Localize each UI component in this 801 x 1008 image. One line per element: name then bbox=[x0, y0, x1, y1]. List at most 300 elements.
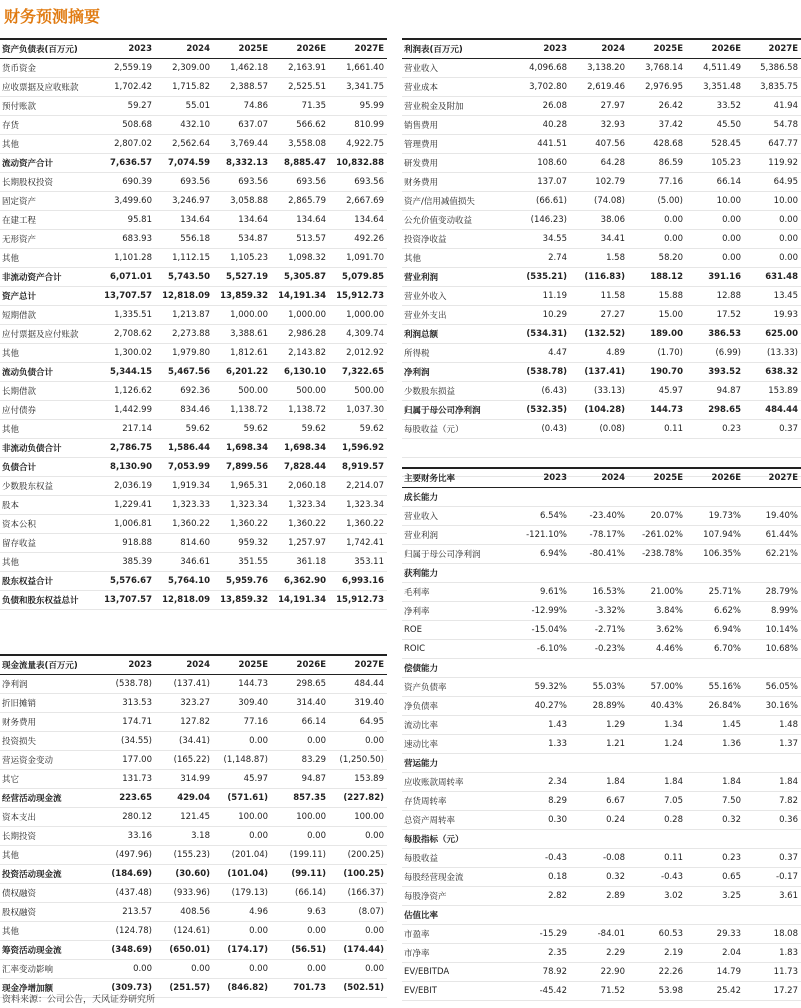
cell-value: 13,859.32 bbox=[213, 591, 271, 610]
cell-value: 1,323.34 bbox=[271, 496, 329, 515]
cell-value: 918.88 bbox=[97, 534, 155, 553]
cell-value: 189.00 bbox=[628, 325, 686, 344]
cell-value: 144.73 bbox=[628, 401, 686, 420]
cell-value: 137.07 bbox=[512, 173, 570, 192]
table-row bbox=[402, 59, 801, 78]
cell-value: 56.05% bbox=[744, 678, 801, 697]
cell-value: 2,976.95 bbox=[628, 78, 686, 97]
row-label: 债权融资 bbox=[0, 884, 97, 903]
table-row bbox=[402, 659, 801, 678]
cell-value: (571.61) bbox=[213, 789, 271, 808]
row-label: 每股收益 bbox=[402, 849, 512, 868]
cell-value: 144.73 bbox=[213, 675, 271, 694]
cell-value: 2,388.57 bbox=[213, 78, 271, 97]
cell-value: (535.21) bbox=[512, 268, 570, 287]
cell-value: 2,273.88 bbox=[155, 325, 213, 344]
cell-value: 323.27 bbox=[155, 694, 213, 713]
table-row bbox=[0, 960, 387, 979]
cell-value: 4.96 bbox=[213, 903, 271, 922]
row-label: 存货周转率 bbox=[402, 792, 512, 811]
cell-value: 2.29 bbox=[570, 944, 628, 963]
row-label: 折旧摊销 bbox=[0, 694, 97, 713]
header-year: 2026E bbox=[686, 39, 744, 59]
cell-value: 834.46 bbox=[155, 401, 213, 420]
cell-value: 1,323.34 bbox=[329, 496, 387, 515]
row-label: 营业外收入 bbox=[402, 287, 512, 306]
table-row bbox=[0, 173, 387, 192]
cell-value: 814.60 bbox=[155, 534, 213, 553]
cell-value: 6.94% bbox=[512, 545, 570, 564]
cell-value: 1.21 bbox=[570, 735, 628, 754]
header-year: 2027E bbox=[329, 39, 387, 59]
cell-value: 1.48 bbox=[744, 716, 801, 735]
row-label: 营业收入 bbox=[402, 507, 512, 526]
cell-value: 0.00 bbox=[744, 249, 801, 268]
header-year: 2027E bbox=[744, 39, 801, 59]
table-row bbox=[0, 770, 387, 789]
row-label bbox=[402, 439, 512, 458]
table-row bbox=[402, 735, 801, 754]
cell-value bbox=[512, 754, 570, 773]
cell-value: 62.21% bbox=[744, 545, 801, 564]
cell-value: 2,060.18 bbox=[271, 477, 329, 496]
table-row bbox=[0, 192, 387, 211]
cell-value: 3.02 bbox=[628, 887, 686, 906]
cell-value: 534.87 bbox=[213, 230, 271, 249]
cell-value bbox=[686, 906, 744, 925]
header-title: 现金流量表(百万元) bbox=[0, 655, 97, 675]
cell-value: (5.00) bbox=[628, 192, 686, 211]
cell-value: (309.73) bbox=[97, 979, 155, 998]
cell-value: 2,143.82 bbox=[271, 344, 329, 363]
table-row bbox=[0, 439, 387, 458]
cell-value: -0.08 bbox=[570, 849, 628, 868]
cell-value: 3.18 bbox=[155, 827, 213, 846]
cell-value: 66.14 bbox=[686, 173, 744, 192]
row-label: 市净率 bbox=[402, 944, 512, 963]
cell-value bbox=[570, 830, 628, 849]
table-row bbox=[402, 439, 801, 458]
cell-value: 1,000.00 bbox=[271, 306, 329, 325]
cell-value: 3,499.60 bbox=[97, 192, 155, 211]
cell-value: 77.16 bbox=[213, 713, 271, 732]
row-label: 营业利润 bbox=[402, 526, 512, 545]
cell-value: 25.42 bbox=[686, 982, 744, 1001]
cell-value: 500.00 bbox=[213, 382, 271, 401]
cell-value: 1,000.00 bbox=[329, 306, 387, 325]
header-year: 2023 bbox=[97, 655, 155, 675]
cell-value: 500.00 bbox=[329, 382, 387, 401]
table-row bbox=[0, 59, 387, 78]
cell-value: 105.23 bbox=[686, 154, 744, 173]
cell-value: 408.56 bbox=[155, 903, 213, 922]
cell-value: 59.62 bbox=[155, 420, 213, 439]
cell-value: 0.00 bbox=[271, 827, 329, 846]
table-row bbox=[402, 716, 801, 735]
table-row bbox=[402, 173, 801, 192]
cell-value: 86.59 bbox=[628, 154, 686, 173]
row-label: 利润总额 bbox=[402, 325, 512, 344]
cell-value bbox=[686, 830, 744, 849]
table-row bbox=[0, 865, 387, 884]
cell-value: 10.68% bbox=[744, 640, 801, 659]
cell-value: (132.52) bbox=[570, 325, 628, 344]
cell-value: 14.79 bbox=[686, 963, 744, 982]
header-year: 2025E bbox=[213, 655, 271, 675]
table-row bbox=[0, 287, 387, 306]
cell-value: 59.27 bbox=[97, 97, 155, 116]
row-label: 非流动资产合计 bbox=[0, 268, 97, 287]
cell-value: 95.81 bbox=[97, 211, 155, 230]
cell-value: 3.25 bbox=[686, 887, 744, 906]
cell-value: (155.23) bbox=[155, 846, 213, 865]
table-row bbox=[0, 496, 387, 515]
cell-value: -0.17 bbox=[744, 868, 801, 887]
row-label: 现金净增加额 bbox=[0, 979, 97, 998]
income-statement-table bbox=[402, 38, 801, 477]
cell-value: 1.84 bbox=[744, 773, 801, 792]
table-row bbox=[0, 154, 387, 173]
cell-value: 3,388.61 bbox=[213, 325, 271, 344]
table-row bbox=[402, 982, 801, 1001]
cell-value: 1,101.28 bbox=[97, 249, 155, 268]
cell-value: 33.16 bbox=[97, 827, 155, 846]
table-row bbox=[402, 526, 801, 545]
cell-value: -0.43 bbox=[628, 868, 686, 887]
cell-value: 5,386.58 bbox=[744, 59, 801, 78]
cell-value: 13,707.57 bbox=[97, 591, 155, 610]
row-label: 营业税金及附加 bbox=[402, 97, 512, 116]
row-label: 营运能力 bbox=[402, 754, 512, 773]
row-label: 股权融资 bbox=[0, 903, 97, 922]
row-label: 筹资活动现金流 bbox=[0, 941, 97, 960]
cell-value bbox=[570, 488, 628, 507]
cell-value: 78.92 bbox=[512, 963, 570, 982]
cell-value: (200.25) bbox=[329, 846, 387, 865]
cell-value: 1.45 bbox=[686, 716, 744, 735]
cell-value: 13,707.57 bbox=[97, 287, 155, 306]
row-label: 经营活动现金流 bbox=[0, 789, 97, 808]
row-label: 每股经营现金流 bbox=[402, 868, 512, 887]
cell-value: -84.01 bbox=[570, 925, 628, 944]
cell-value: -23.40% bbox=[570, 507, 628, 526]
row-label: 非流动负债合计 bbox=[0, 439, 97, 458]
cell-value: -12.99% bbox=[512, 602, 570, 621]
cell-value: 701.73 bbox=[271, 979, 329, 998]
cell-value: -0.23% bbox=[570, 640, 628, 659]
cell-value: 121.45 bbox=[155, 808, 213, 827]
row-label: 营业收入 bbox=[402, 59, 512, 78]
cell-value: 3,341.75 bbox=[329, 78, 387, 97]
cell-value: 22.26 bbox=[628, 963, 686, 982]
table-row bbox=[402, 564, 801, 583]
cell-value: 71.52 bbox=[570, 982, 628, 1001]
cell-value: 13,859.32 bbox=[213, 287, 271, 306]
cell-value: 4.89 bbox=[570, 344, 628, 363]
cell-value: 1,006.81 bbox=[97, 515, 155, 534]
table-row bbox=[0, 675, 387, 694]
cell-value: 0.00 bbox=[329, 827, 387, 846]
cell-value bbox=[570, 754, 628, 773]
cell-value bbox=[570, 659, 628, 678]
cell-value: (497.96) bbox=[97, 846, 155, 865]
cell-value: -2.71% bbox=[570, 621, 628, 640]
row-label: 无形资产 bbox=[0, 230, 97, 249]
cell-value: 32.93 bbox=[570, 116, 628, 135]
header-year: 2024 bbox=[570, 39, 628, 59]
cell-value: 107.94% bbox=[686, 526, 744, 545]
cell-value: 5,344.15 bbox=[97, 363, 155, 382]
cell-value: 30.16% bbox=[744, 697, 801, 716]
cell-value: 346.61 bbox=[155, 553, 213, 572]
cell-value: 45.97 bbox=[628, 382, 686, 401]
cell-value: (6.43) bbox=[512, 382, 570, 401]
row-label: 销售费用 bbox=[402, 116, 512, 135]
table-row bbox=[402, 545, 801, 564]
cell-value: 3.61 bbox=[744, 887, 801, 906]
cell-value: 391.16 bbox=[686, 268, 744, 287]
cell-value: 0.00 bbox=[686, 230, 744, 249]
cell-value: (251.57) bbox=[155, 979, 213, 998]
row-label: 营业成本 bbox=[402, 78, 512, 97]
cell-value: 38.06 bbox=[570, 211, 628, 230]
header-year: 2027E bbox=[744, 468, 801, 488]
table-row bbox=[0, 325, 387, 344]
row-label: 固定资产 bbox=[0, 192, 97, 211]
cell-value bbox=[744, 830, 801, 849]
row-label: 其他 bbox=[0, 249, 97, 268]
cell-value: 1,037.30 bbox=[329, 401, 387, 420]
cell-value: (174.17) bbox=[213, 941, 271, 960]
cell-value: 27.97 bbox=[570, 97, 628, 116]
cell-value: -45.42 bbox=[512, 982, 570, 1001]
cell-value bbox=[570, 906, 628, 925]
row-label: 应付票据及应付账款 bbox=[0, 325, 97, 344]
table-row bbox=[0, 572, 387, 591]
row-label: 所得税 bbox=[402, 344, 512, 363]
cell-value: 134.64 bbox=[329, 211, 387, 230]
cell-value: (532.35) bbox=[512, 401, 570, 420]
row-label: 净利润 bbox=[402, 363, 512, 382]
header-year: 2024 bbox=[155, 655, 213, 675]
cell-value: 1,596.92 bbox=[329, 439, 387, 458]
row-label: 偿债能力 bbox=[402, 659, 512, 678]
cell-value: 8,332.13 bbox=[213, 154, 271, 173]
cell-value: 0.37 bbox=[744, 420, 801, 439]
cell-value: 19.93 bbox=[744, 306, 801, 325]
cell-value: (66.14) bbox=[271, 884, 329, 903]
cell-value: 177.00 bbox=[97, 751, 155, 770]
table-row bbox=[402, 154, 801, 173]
cell-value: 692.36 bbox=[155, 382, 213, 401]
cell-value: 1,360.22 bbox=[213, 515, 271, 534]
cell-value: 0.00 bbox=[686, 211, 744, 230]
row-label: 营业外支出 bbox=[402, 306, 512, 325]
cell-value: 556.18 bbox=[155, 230, 213, 249]
cell-value: 7.50 bbox=[686, 792, 744, 811]
cell-value bbox=[512, 906, 570, 925]
cell-value: 1,698.34 bbox=[213, 439, 271, 458]
cell-value: 1.83 bbox=[744, 944, 801, 963]
cell-value: 2,036.19 bbox=[97, 477, 155, 496]
cell-value: 59.62 bbox=[271, 420, 329, 439]
table-row bbox=[0, 363, 387, 382]
row-label: 市盈率 bbox=[402, 925, 512, 944]
cell-value: 0.00 bbox=[329, 960, 387, 979]
cell-value: (846.82) bbox=[213, 979, 271, 998]
cell-value: 2,163.91 bbox=[271, 59, 329, 78]
cell-value: 15,912.73 bbox=[329, 287, 387, 306]
cell-value: 631.48 bbox=[744, 268, 801, 287]
cell-value: 174.71 bbox=[97, 713, 155, 732]
cell-value: 2,562.64 bbox=[155, 135, 213, 154]
cell-value bbox=[512, 488, 570, 507]
cell-value: 58.20 bbox=[628, 249, 686, 268]
cell-value: 1,112.15 bbox=[155, 249, 213, 268]
cell-value: 0.00 bbox=[271, 732, 329, 751]
row-label: 其他 bbox=[0, 420, 97, 439]
row-label: 其他 bbox=[0, 553, 97, 572]
cell-value: 7.05 bbox=[628, 792, 686, 811]
row-label: 成长能力 bbox=[402, 488, 512, 507]
cell-value: 6.94% bbox=[686, 621, 744, 640]
cell-value: 64.95 bbox=[744, 173, 801, 192]
cell-value bbox=[628, 659, 686, 678]
cell-value: 1,360.22 bbox=[271, 515, 329, 534]
cell-value bbox=[628, 754, 686, 773]
cell-value: -80.41% bbox=[570, 545, 628, 564]
table-row bbox=[402, 640, 801, 659]
row-label: 长期股权投资 bbox=[0, 173, 97, 192]
cell-value: 188.12 bbox=[628, 268, 686, 287]
row-label: 投资活动现金流 bbox=[0, 865, 97, 884]
cell-value: 319.40 bbox=[329, 694, 387, 713]
cell-value: 10.29 bbox=[512, 306, 570, 325]
cell-value: (30.60) bbox=[155, 865, 213, 884]
cell-value: -6.10% bbox=[512, 640, 570, 659]
cell-value: (502.51) bbox=[329, 979, 387, 998]
table-row bbox=[0, 420, 387, 439]
cell-value: (100.25) bbox=[329, 865, 387, 884]
cell-value: 217.14 bbox=[97, 420, 155, 439]
header-year: 2026E bbox=[686, 468, 744, 488]
cell-value: 7,053.99 bbox=[155, 458, 213, 477]
row-label: 其他 bbox=[0, 922, 97, 941]
cell-value: 1,586.44 bbox=[155, 439, 213, 458]
cell-value: 508.68 bbox=[97, 116, 155, 135]
cell-value: 15.00 bbox=[628, 306, 686, 325]
cell-value: 2.04 bbox=[686, 944, 744, 963]
table-row bbox=[0, 732, 387, 751]
table-row bbox=[0, 78, 387, 97]
cell-value: 2,708.62 bbox=[97, 325, 155, 344]
cell-value: 0.00 bbox=[744, 230, 801, 249]
row-label: 应付债券 bbox=[0, 401, 97, 420]
row-label: 资产负债率 bbox=[402, 678, 512, 697]
row-label: 预付账款 bbox=[0, 97, 97, 116]
cell-value: 0.00 bbox=[213, 827, 271, 846]
row-label: 短期借款 bbox=[0, 306, 97, 325]
cell-value: 153.89 bbox=[329, 770, 387, 789]
table-row bbox=[402, 401, 801, 420]
cell-value: 7.82 bbox=[744, 792, 801, 811]
header-row bbox=[0, 39, 387, 59]
cell-value bbox=[512, 830, 570, 849]
cell-value: 60.53 bbox=[628, 925, 686, 944]
cell-value: 351.55 bbox=[213, 553, 271, 572]
cell-value: 4.46% bbox=[628, 640, 686, 659]
table-row bbox=[0, 884, 387, 903]
table-row bbox=[402, 925, 801, 944]
cell-value: 3.84% bbox=[628, 602, 686, 621]
cell-value: 2.74 bbox=[512, 249, 570, 268]
row-label: 归属于母公司净利润 bbox=[402, 401, 512, 420]
row-label: 资本支出 bbox=[0, 808, 97, 827]
cell-value: -78.17% bbox=[570, 526, 628, 545]
cell-value: 28.79% bbox=[744, 583, 801, 602]
cell-value: 55.03% bbox=[570, 678, 628, 697]
header-year: 2024 bbox=[570, 468, 628, 488]
financial-ratios-table bbox=[402, 467, 801, 1001]
cell-value: (124.78) bbox=[97, 922, 155, 941]
cell-value: 55.16% bbox=[686, 678, 744, 697]
cell-value: 1,462.18 bbox=[213, 59, 271, 78]
cell-value: 6,130.10 bbox=[271, 363, 329, 382]
header-row bbox=[402, 39, 801, 59]
table-row bbox=[402, 97, 801, 116]
cell-value: 213.57 bbox=[97, 903, 155, 922]
cell-value: 2,559.19 bbox=[97, 59, 155, 78]
cell-value: 57.00% bbox=[628, 678, 686, 697]
cell-value: 134.64 bbox=[213, 211, 271, 230]
cell-value: 280.12 bbox=[97, 808, 155, 827]
row-label: 获利能力 bbox=[402, 564, 512, 583]
cell-value bbox=[628, 439, 686, 458]
cell-value: 0.00 bbox=[213, 960, 271, 979]
table-row bbox=[0, 97, 387, 116]
cell-value: 1.33 bbox=[512, 735, 570, 754]
cell-value: 1,229.41 bbox=[97, 496, 155, 515]
cell-value: 5,467.56 bbox=[155, 363, 213, 382]
cell-value: 4.47 bbox=[512, 344, 570, 363]
table-row bbox=[402, 420, 801, 439]
cell-value: 1,323.33 bbox=[155, 496, 213, 515]
cell-value: -15.04% bbox=[512, 621, 570, 640]
cell-value: 27.27 bbox=[570, 306, 628, 325]
cell-value: 1,335.51 bbox=[97, 306, 155, 325]
cell-value: 298.65 bbox=[686, 401, 744, 420]
cell-value: 6,201.22 bbox=[213, 363, 271, 382]
cell-value: 134.64 bbox=[155, 211, 213, 230]
row-label: 每股指标（元） bbox=[402, 830, 512, 849]
row-label: 速动比率 bbox=[402, 735, 512, 754]
row-label: EV/EBITDA bbox=[402, 963, 512, 982]
cell-value: 37.42 bbox=[628, 116, 686, 135]
row-label: 资产/信用减值损失 bbox=[402, 192, 512, 211]
source-footnote: 资料来源：公司公告，天风证券研究所 bbox=[2, 995, 156, 1005]
cell-value: 1,442.99 bbox=[97, 401, 155, 420]
cell-value: 407.56 bbox=[570, 135, 628, 154]
cell-value: 1,661.40 bbox=[329, 59, 387, 78]
cell-value: 3,351.48 bbox=[686, 78, 744, 97]
cell-value: 1,919.34 bbox=[155, 477, 213, 496]
cell-value: 10.14% bbox=[744, 621, 801, 640]
cell-value: 33.52 bbox=[686, 97, 744, 116]
table-row bbox=[402, 211, 801, 230]
table-row bbox=[402, 754, 801, 773]
cell-value: 0.00 bbox=[329, 922, 387, 941]
cell-value: 386.53 bbox=[686, 325, 744, 344]
